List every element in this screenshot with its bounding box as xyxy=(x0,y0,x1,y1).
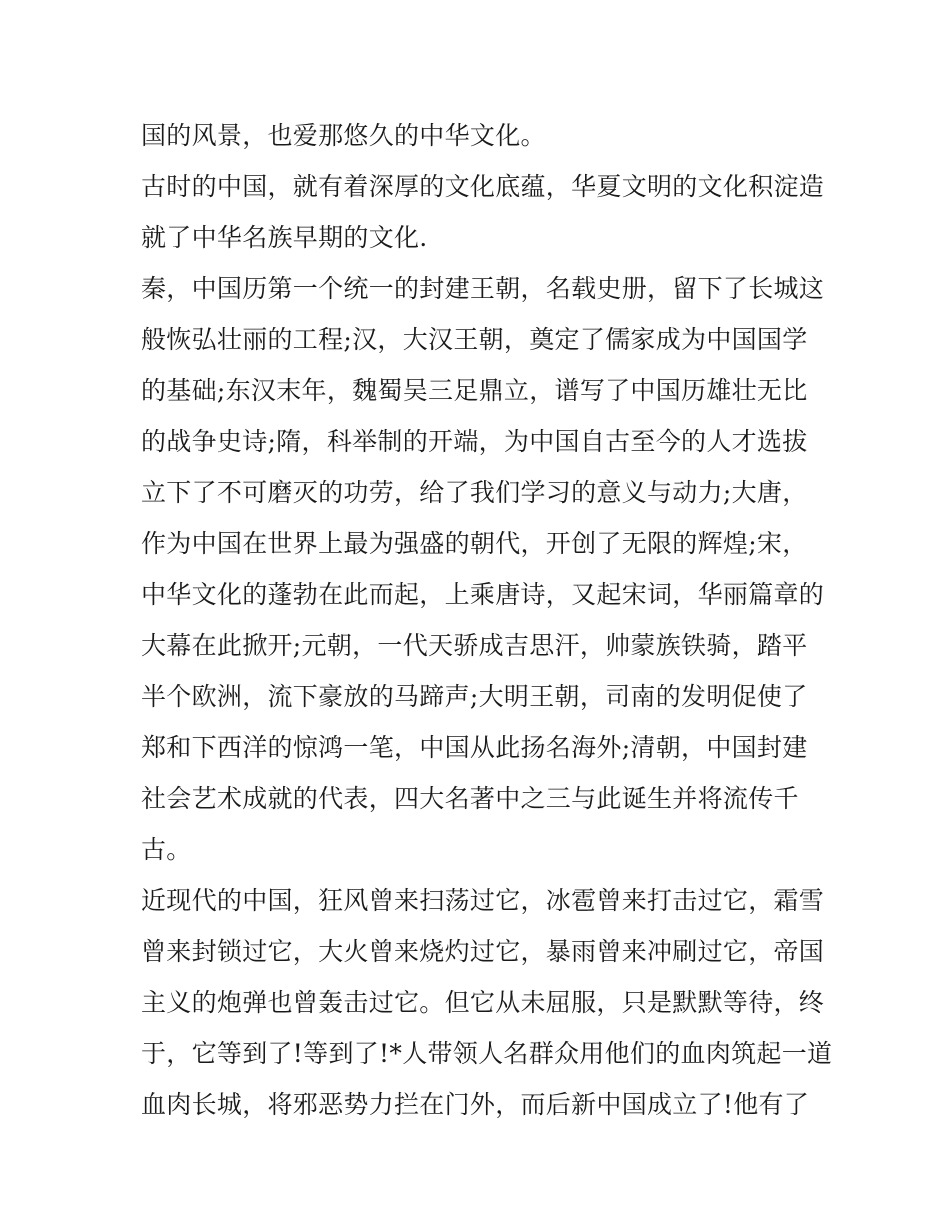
text-line: 于，它等到了!等到了!*人带领人名群众用他们的血肉筑起一道 xyxy=(141,1039,833,1068)
text-line: 的战争史诗;隋，科举制的开端，为中国自古至今的人才选拔 xyxy=(141,427,808,456)
text-line: 主义的炮弹也曾轰击过它。但它从未屈服，只是默默等待，终 xyxy=(141,988,825,1017)
text-line: 曾来封锁过它，大火曾来烧灼过它，暴雨曾来冲刷过它，帝国 xyxy=(141,937,825,966)
text-line: 国的风景，也爱那悠久的中华文化。 xyxy=(141,121,546,150)
text-line: 半个欧洲，流下豪放的马蹄声;大明王朝，司南的发明促使了 xyxy=(141,682,808,711)
text-line: 作为中国在世界上最为强盛的朝代，开创了无限的辉煌;宋， xyxy=(141,529,808,558)
text-line: 就了中华名族早期的文化. xyxy=(141,223,428,252)
text-line: 的基础;东汉末年，魏蜀吴三足鼎立，谱写了中国历雄壮无比 xyxy=(141,376,808,405)
text-line: 血肉长城，将邪恶势力拦在门外，而后新中国成立了!他有了 xyxy=(141,1090,810,1119)
text-line: 近现代的中国，狂风曾来扫荡过它，冰雹曾来打击过它，霜雪 xyxy=(141,886,825,915)
text-line: 古。 xyxy=(141,835,192,864)
text-line: 般恢弘壮丽的工程;汉，大汉王朝，奠定了儒家成为中国国学 xyxy=(141,325,808,354)
text-line: 郑和下西洋的惊鸿一笔，中国从此扬名海外;清朝，中国封建 xyxy=(141,733,808,762)
text-line: 社会艺术成就的代表，四大名著中之三与此诞生并将流传千 xyxy=(141,784,799,813)
text-line: 大幕在此掀开;元朝，一代天骄成吉思汗，帅蒙族铁骑，踏平 xyxy=(141,631,808,660)
text-line: 古时的中国，就有着深厚的文化底蕴，华夏文明的文化积淀造 xyxy=(141,172,825,201)
text-line: 秦，中国历第一个统一的封建王朝，名载史册，留下了长城这 xyxy=(141,274,825,303)
body-text xyxy=(141,110,833,1130)
text-line: 中华文化的蓬勃在此而起，上乘唐诗，又起宋词，华丽篇章的 xyxy=(141,580,825,609)
text-line: 立下了不可磨灭的功劳，给了我们学习的意义与动力;大唐， xyxy=(141,478,808,507)
